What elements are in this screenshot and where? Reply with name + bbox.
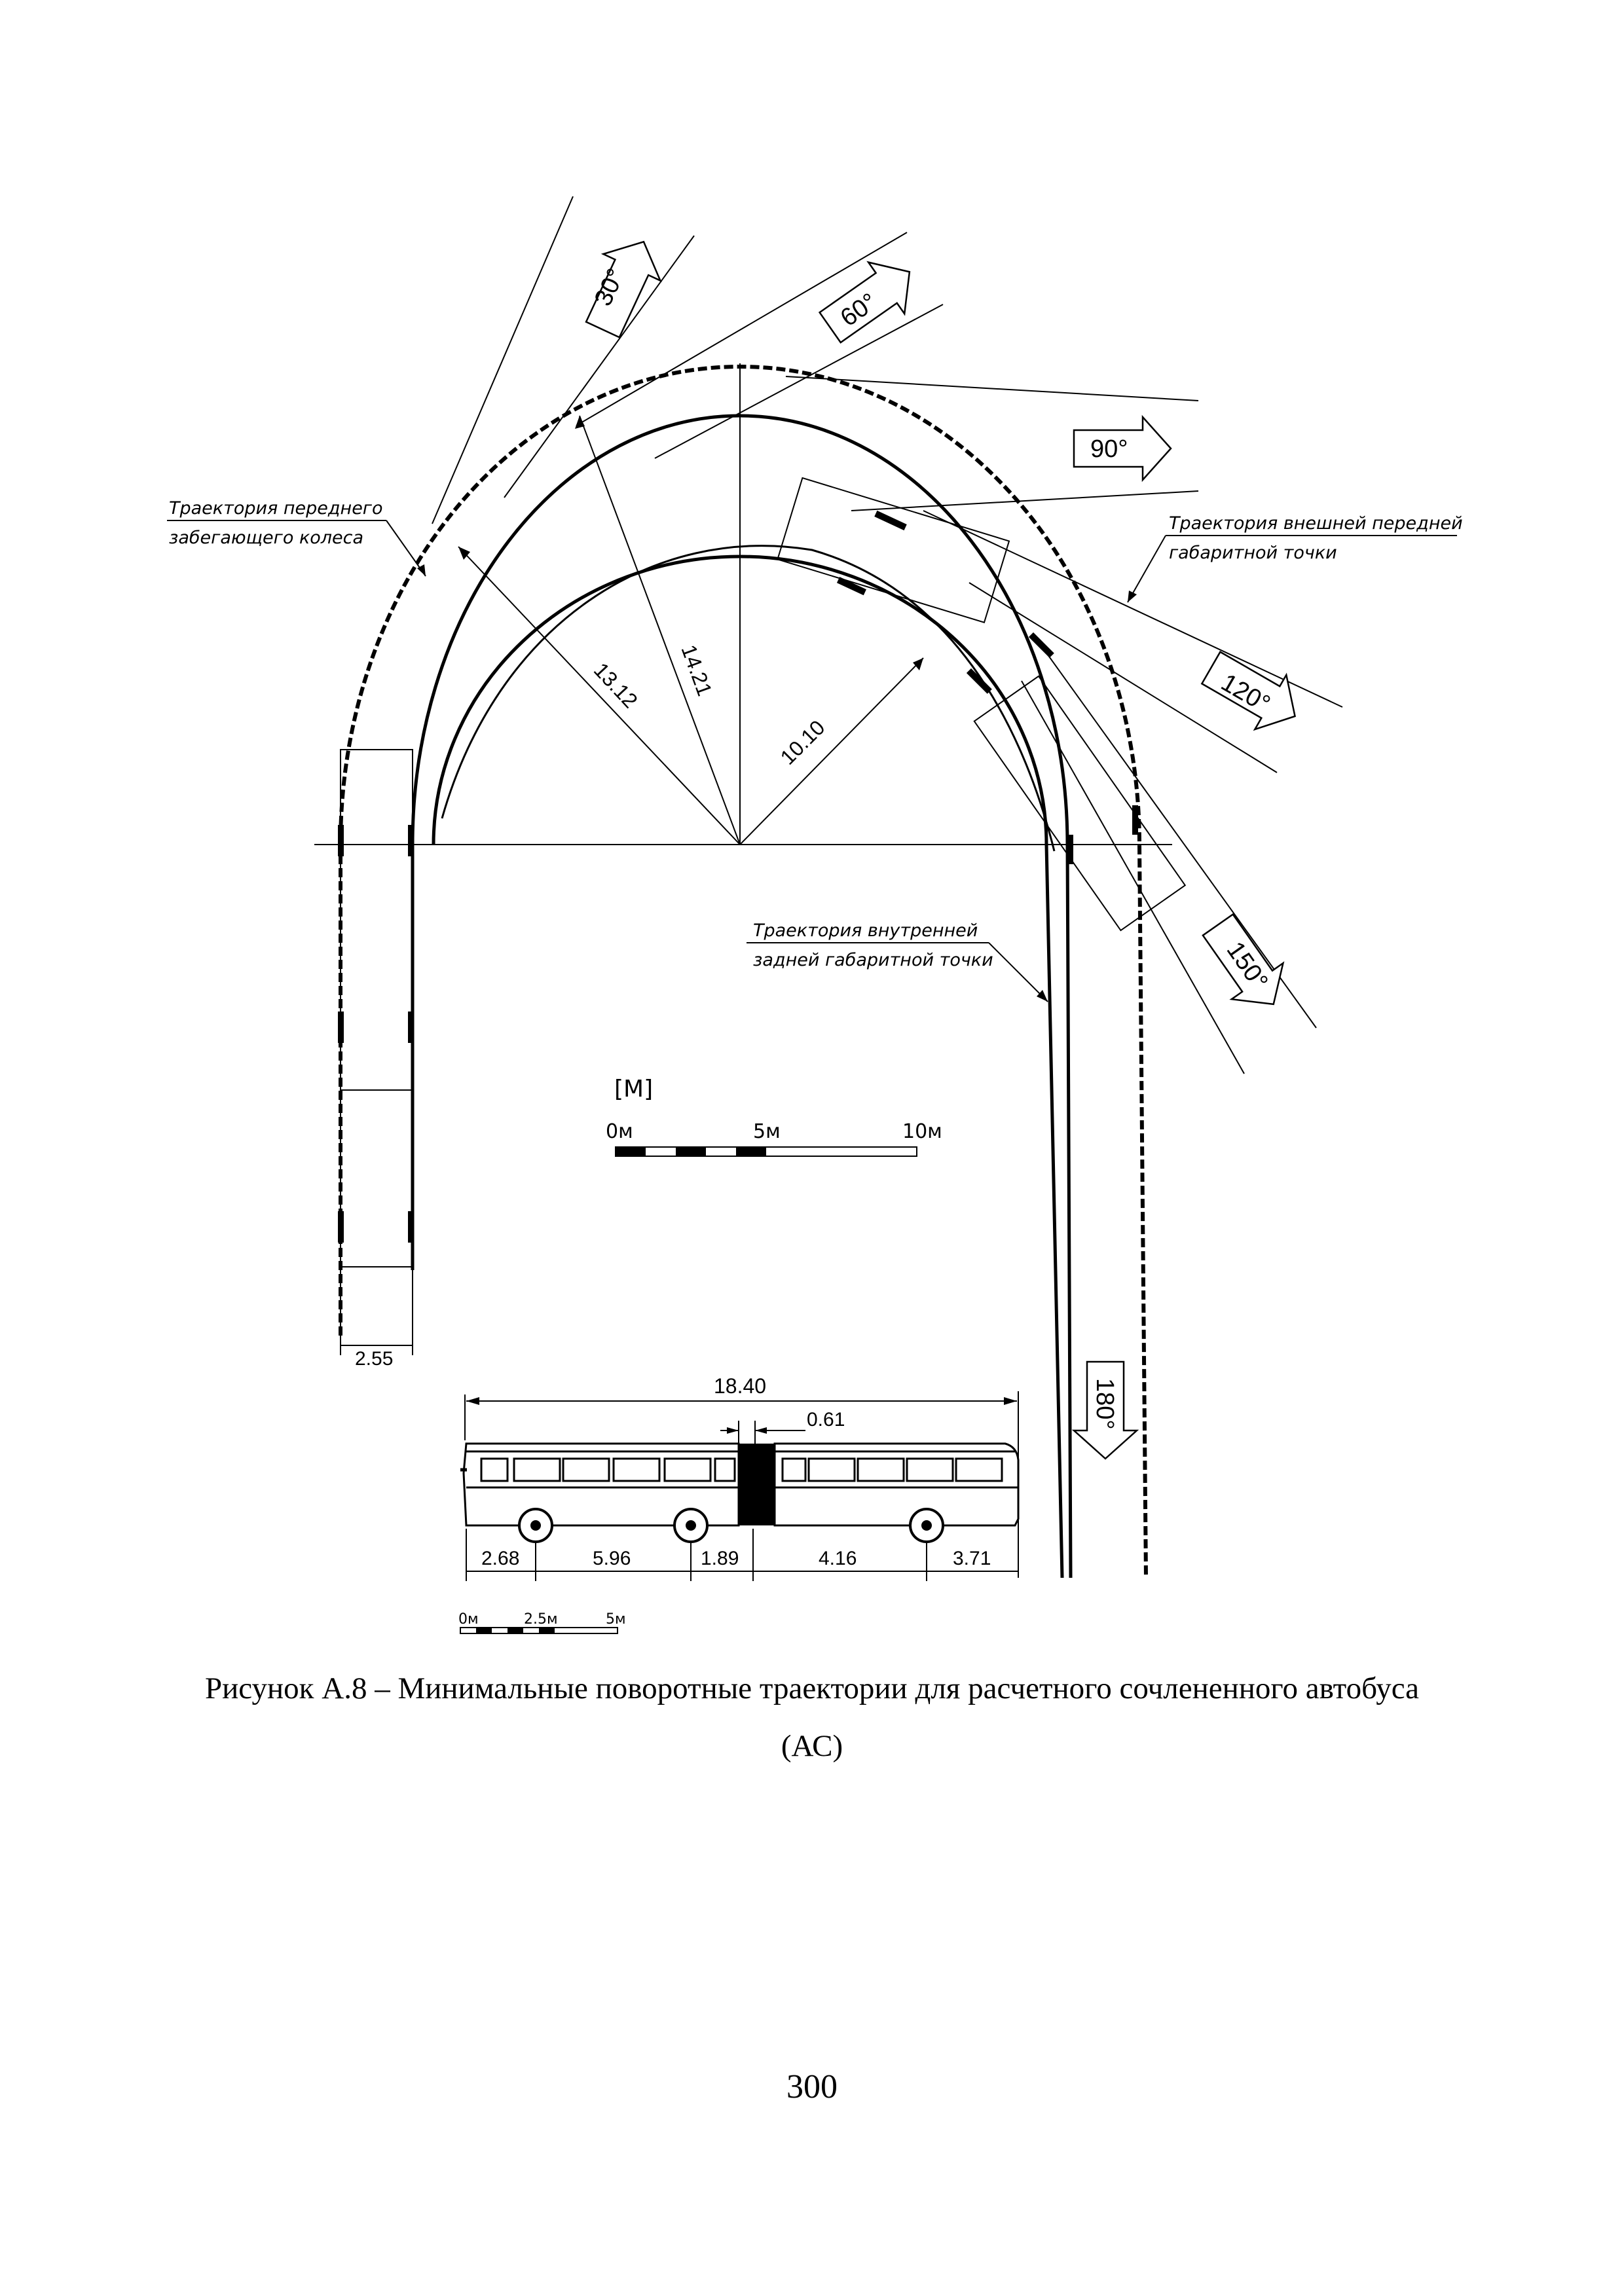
angle-arrows: [574, 228, 1311, 1459]
small-scale: [458, 1611, 626, 1633]
overall-length-label: 18.40: [714, 1374, 767, 1398]
small-scale-tick-0: 0м: [458, 1611, 479, 1628]
bus-articulation-joint: [739, 1444, 775, 1525]
inner-rear-trajectory: [442, 546, 1054, 851]
radius-label-10-10: 10.10: [775, 715, 830, 769]
callout-inner-rear-line2: задней габаритной точки: [753, 950, 993, 970]
main-scale-unit: [М]: [614, 1076, 654, 1102]
callout-outer-front: [1128, 513, 1463, 602]
callout-front-wheel-line2: забегающего колеса: [169, 528, 364, 548]
angle-label-30: 30°: [589, 264, 631, 310]
figure-caption-abbr: (АС): [781, 1729, 843, 1763]
callout-inner-rear: [747, 920, 1048, 1002]
callout-front-wheel-line1: Траектория переднего: [169, 498, 383, 519]
angle-label-150: 150°: [1221, 937, 1274, 995]
small-scale-tick-5: 5м: [606, 1611, 626, 1628]
angle-label-120: 120°: [1216, 668, 1275, 719]
main-scale-tick-10: 10м: [902, 1120, 942, 1143]
radius-arrowheads: [458, 416, 923, 670]
main-scale: [606, 1076, 942, 1156]
angle-labels: [589, 264, 1274, 1430]
track-width-label: 2.55: [355, 1348, 394, 1370]
angle-label-180: 180°: [1091, 1378, 1118, 1430]
callout-front-wheel: [167, 498, 426, 576]
callout-outer-front-line2: габаритной точки: [1169, 543, 1337, 563]
segment-label-5: 3.71: [953, 1548, 991, 1569]
callout-inner-rear-line1: Траектория внутренней: [753, 920, 978, 941]
callout-outer-front-line1: Траектория внешней передней: [1169, 513, 1463, 534]
track-width-dimension: [341, 1270, 413, 1355]
radius-label-13-12: 13.12: [589, 658, 642, 713]
segment-label-2: 5.96: [593, 1548, 631, 1569]
angle-label-90: 90°: [1090, 435, 1128, 463]
page-number: 300: [786, 2068, 838, 2105]
figure-caption: Рисунок А.8 – Минимальные поворотные траектории для расчетного сочлененного автобуса: [205, 1671, 1419, 1705]
segment-labels: [481, 1548, 991, 1569]
joint-length-label: 0.61: [807, 1409, 845, 1430]
main-scale-tick-0: 0м: [606, 1120, 633, 1143]
segment-label-4: 4.16: [819, 1548, 857, 1569]
radius-label-14-21: 14.21: [676, 642, 717, 699]
segment-label-1: 2.68: [481, 1548, 520, 1569]
radius-labels: [589, 642, 830, 769]
segment-label-3: 1.89: [701, 1548, 739, 1569]
middle-trajectory: [413, 416, 1071, 1578]
main-scale-tick-5: 5м: [753, 1120, 781, 1143]
inner-trajectory: [434, 556, 1062, 1578]
small-scale-tick-2-5: 2.5м: [524, 1611, 558, 1628]
angle-label-60: 60°: [836, 288, 883, 333]
